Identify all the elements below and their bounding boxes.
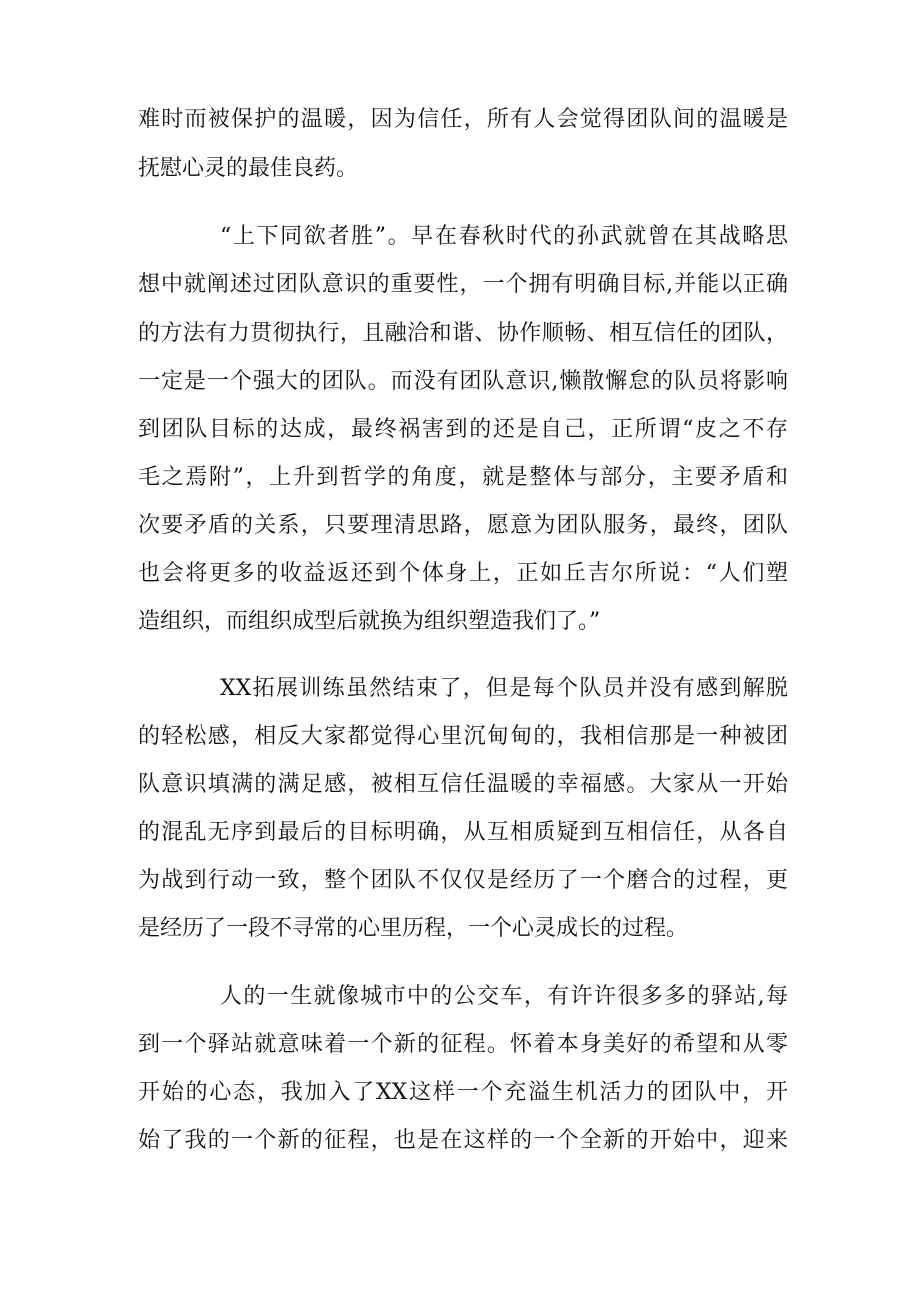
text-line: 队意识填满的满足感，被相互信任温暖的幸福感。大家从一开始 <box>138 772 788 797</box>
text-line: 毛之焉附”，上升到哲学的角度，就是整体与部分，主要矛盾和 <box>138 465 788 490</box>
text-line: 为战到行动一致，整个团队不仅仅是经历了一个磨合的过程，更 <box>138 868 788 893</box>
text-line: 到一个驿站就意味着一个新的征程。怀着本身美好的希望和从零 <box>138 1032 788 1057</box>
text-line: 到团队目标的达成，最终祸害到的还是自己，正所谓“皮之不存 <box>138 417 788 442</box>
text-line: 始了我的一个新的征程，也是在这样的一个全新的开始中，迎来 <box>138 1128 788 1153</box>
text-line: 也会将更多的收益返还到个体身上，正如丘吉尔所说：“人们塑 <box>138 561 788 586</box>
text-line: 人的一生就像城市中的公交车，有许许很多多的驿站,每 <box>220 984 788 1009</box>
text-line: 造组织，而组织成型后就换为组织塑造我们了。” <box>138 609 601 634</box>
text-line: 想中就阐述过团队意识的重要性，一个拥有明确目标,并能以正确 <box>138 272 788 297</box>
text-line: 的轻松感，相反大家都觉得心里沉甸甸的，我相信那是一种被团 <box>138 724 788 749</box>
text-line: XX拓展训练虽然结束了，但是每个队员并没有感到解脱 <box>220 676 788 701</box>
text-line: 一定是一个强大的团队。而没有团队意识,懒散懈怠的队员将影响 <box>138 369 788 394</box>
text-line: 是经历了一段不寻常的心里历程，一个心灵成长的过程。 <box>138 916 689 941</box>
text-line: 开始的心态，我加入了XX这样一个充溢生机活力的团队中，开 <box>138 1080 788 1105</box>
text-line: 抚慰心灵的最佳良药。 <box>138 156 359 181</box>
text-line: 的混乱无序到最后的目标明确，从互相质疑到互相信任，从各自 <box>138 820 788 845</box>
text-line: “上下同欲者胜”。早在春秋时代的孙武就曾在其战略思 <box>220 224 788 249</box>
text-line: 次要矛盾的关系，只要理清思路，愿意为团队服务，最终，团队 <box>138 513 788 538</box>
text-line: 的方法有力贯彻执行，且融洽和谐、协作顺畅、相互信任的团队， <box>138 321 788 346</box>
text-line: 难时而被保护的温暖，因为信任，所有人会觉得团队间的温暖是 <box>138 107 788 132</box>
